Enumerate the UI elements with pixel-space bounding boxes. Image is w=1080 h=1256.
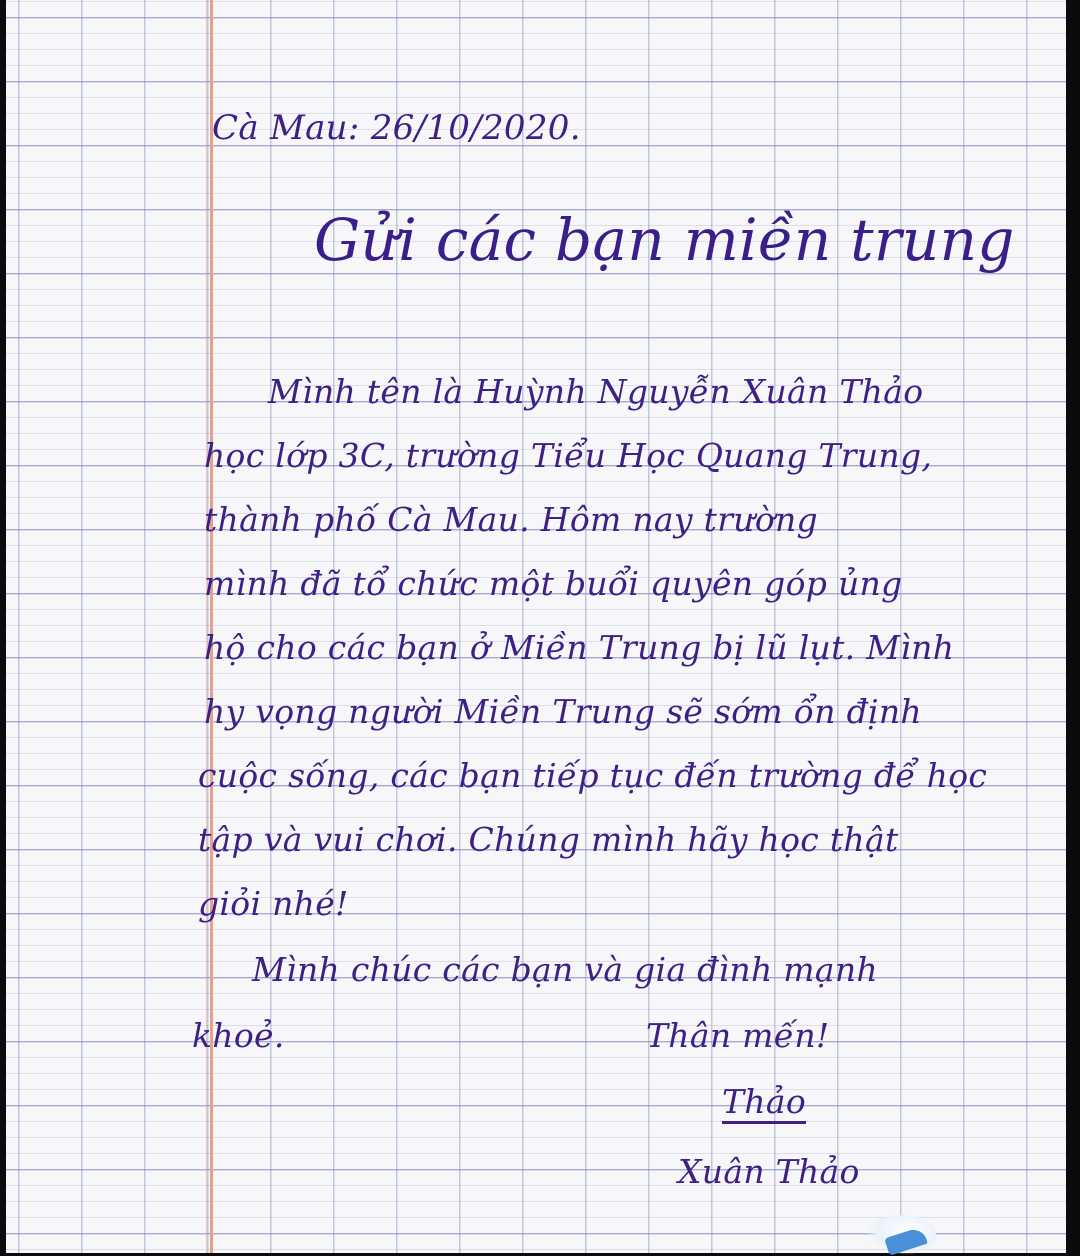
signer-name: Xuân Thảo bbox=[678, 1152, 860, 1191]
margin-rule bbox=[210, 0, 213, 1253]
closing: Thân mến! bbox=[646, 1016, 830, 1055]
body-line-1: Mình tên là Huỳnh Nguyễn Xuân Thảo bbox=[268, 372, 924, 411]
margin-rule-secondary bbox=[206, 0, 207, 1253]
body-line-8: tập và vui chơi. Chúng mình hãy học thật bbox=[198, 820, 899, 859]
letter-title: Gửi các bạn miền trung bbox=[314, 206, 1015, 274]
body-line-9: giỏi nhé! bbox=[198, 884, 349, 923]
body-line-2: học lớp 3C, trường Tiểu Học Quang Trung, bbox=[204, 436, 933, 475]
body-line-6: hy vọng người Miền Trung sẽ sớm ổn định bbox=[204, 692, 922, 731]
body-line-7: cuộc sống, các bạn tiếp tục đến trường để học bbox=[198, 756, 988, 795]
signature: Thảo bbox=[722, 1082, 807, 1121]
body-line-11: khoẻ. bbox=[192, 1016, 285, 1055]
letter-date: Cà Mau: 26/10/2020. bbox=[212, 108, 581, 148]
notebook-page bbox=[6, 0, 1066, 1253]
body-line-10: Mình chúc các bạn và gia đình mạnh bbox=[252, 950, 878, 989]
body-line-4: mình đã tổ chức một buổi quyên góp ủng bbox=[204, 564, 903, 603]
body-line-5: hộ cho các bạn ở Miền Trung bị lũ lụt. Mình bbox=[204, 628, 955, 667]
body-line-3: thành phố Cà Mau. Hôm nay trường bbox=[204, 500, 818, 539]
